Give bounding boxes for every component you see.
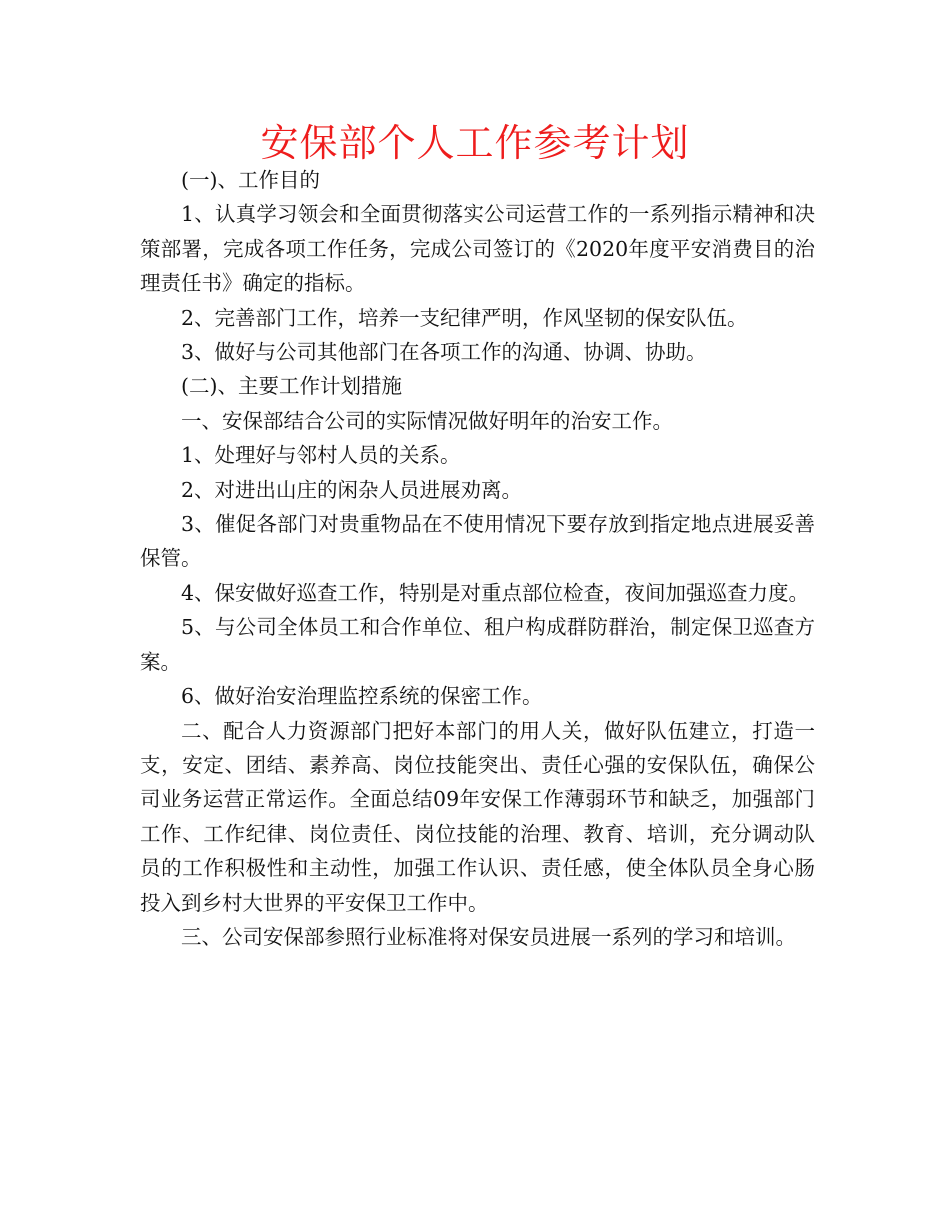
section-heading-goals: (一)、工作目的	[181, 168, 320, 192]
section-heading-measures: (二)、主要工作计划措施	[181, 374, 402, 399]
paragraph: 3、催促各部门对贵重物品在不使用情况下要存放到指定地点进展妥善保管。	[140, 512, 815, 571]
paragraph: 三、公司安保部参照行业标准将对保安员进展一系列的学习和培训。	[181, 924, 796, 949]
paragraph: 6、做好治安治理监控系统的保密工作。	[181, 684, 543, 709]
paragraph: 5、与公司全体员工和合作单位、租户构成群防群治，制定保卫巡查方案。	[140, 615, 815, 674]
document-body	[140, 163, 815, 954]
document-title: 安保部个人工作参考计划	[260, 121, 690, 165]
paragraph: 3、做好与公司其他部门在各项工作的沟通、协调、协助。	[181, 340, 707, 365]
paragraph: 1、认真学习领会和全面贯彻落实公司运营工作的一系列指示精神和决策部署，完成各项工作任务，完成公司签订的《2020年度平安消费目的治理责任书》确定的指标。	[140, 202, 815, 296]
paragraph: 二、配合人力资源部门把好本部门的用人关，做好队伍建立，打造一支，安定、团结、素养高、岗位技能突出、责任心强的安保队伍，确保公司业务运营正常运作。全面总结09年安保工作薄弱环节和缺乏，加强部门工作、工作纪律、岗位责任、岗位技能的治理、教育、培训，充分调动队员的工作积极性和主动性，加强工作认识、责任感，使全体队员全身心肠投入到乡村大世界的平安保卫工作中。	[140, 718, 815, 915]
paragraph: 2、对进出山庄的闲杂人员进展劝离。	[181, 477, 523, 502]
paragraph: 1、处理好与邻村人员的关系。	[181, 443, 461, 468]
paragraph: 一、安保部结合公司的实际情况做好明年的治安工作。	[181, 408, 673, 433]
paragraph: 4、保安做好巡查工作，特别是对重点部位检查，夜间加强巡查力度。	[181, 580, 810, 605]
paragraph: 2、完善部门工作，培养一支纪律严明，作风坚韧的保安队伍。	[181, 305, 748, 330]
